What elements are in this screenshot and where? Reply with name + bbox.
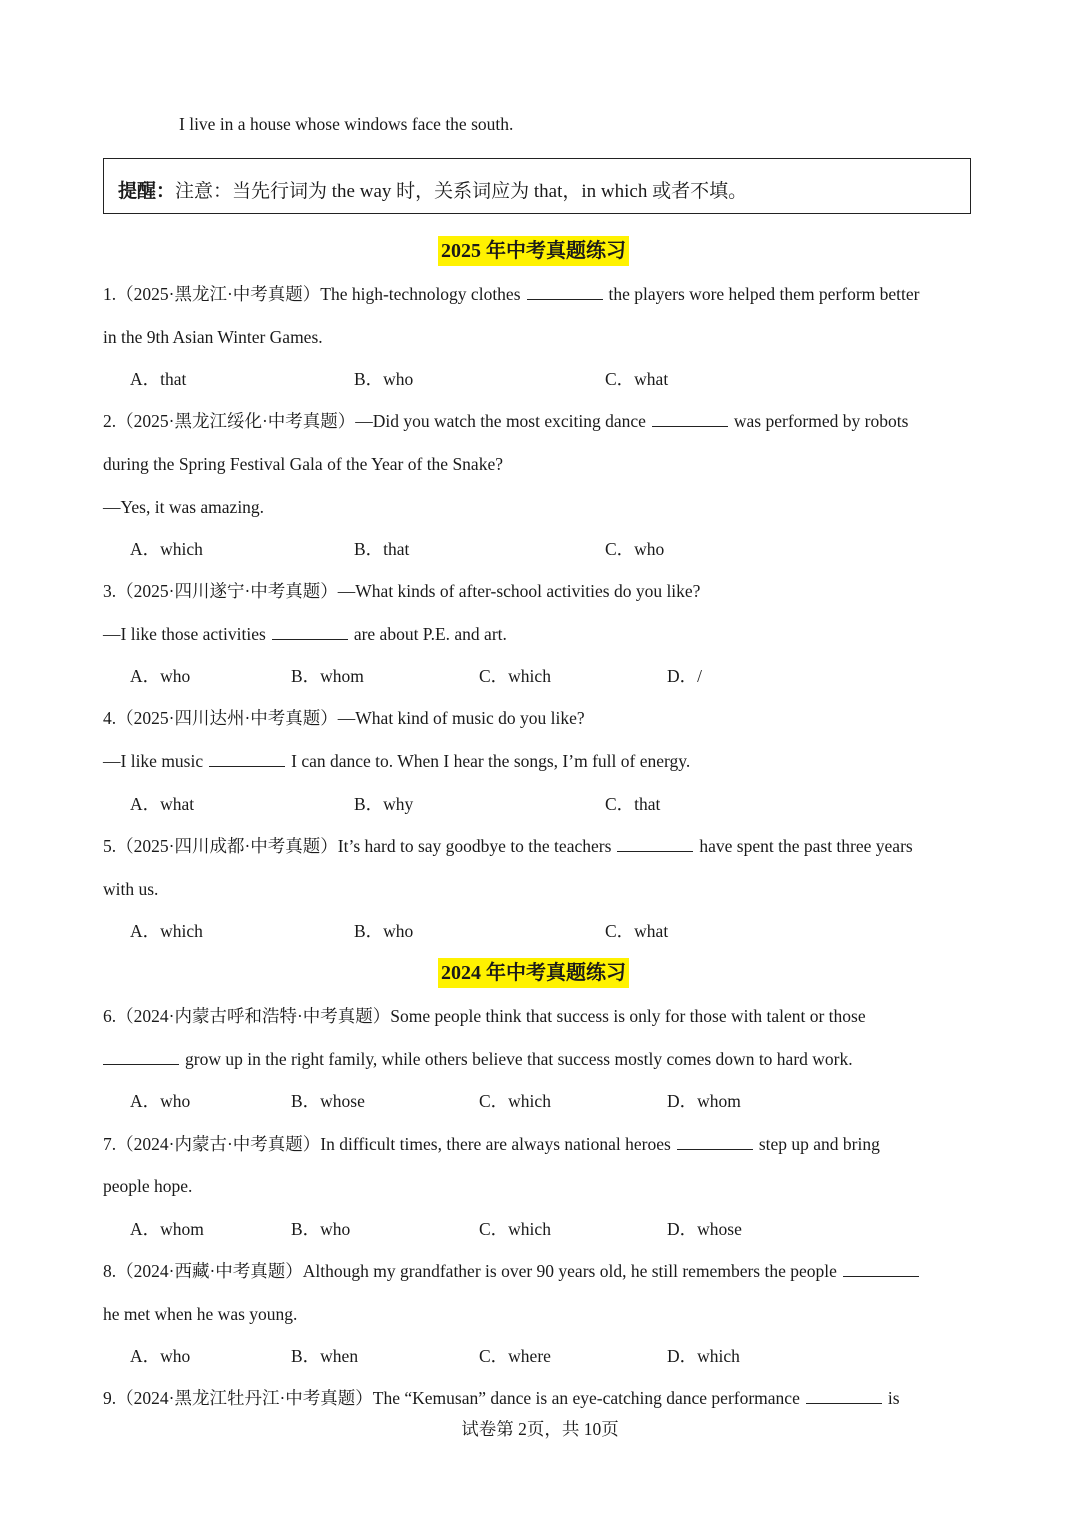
option-a: A．what	[130, 794, 195, 814]
tip-content: 注意：当先行词为 the way 时，关系词应为 that，in which 或者不填。	[175, 181, 748, 202]
option-a: A．who	[130, 1091, 191, 1111]
option-c: C．what	[605, 369, 669, 389]
option-a: A．which	[130, 921, 203, 941]
option-b: B．why	[354, 794, 414, 814]
option-d: D．whom	[667, 1091, 741, 1111]
question-1-stem-cont: the players wore helped them perform better	[608, 284, 920, 304]
question-3-stem-cont: are about P.E. and art.	[353, 624, 507, 644]
question-4-line-2	[103, 753, 690, 771]
answer-blank	[272, 638, 348, 640]
answer-blank	[677, 1148, 753, 1150]
option-c: C．that	[605, 794, 661, 814]
option-d: D．which	[667, 1346, 740, 1366]
option-c: C．which	[479, 666, 551, 686]
tip-box	[103, 158, 971, 214]
question-1-line-1	[103, 286, 920, 304]
answer-blank	[209, 765, 285, 767]
option-b: B．that	[354, 539, 410, 559]
question-8-line-1	[103, 1263, 925, 1281]
question-5-stem: 5.（2025·四川成都·中考真题）It’s hard to say goodbye to the teachers	[103, 836, 612, 856]
question-9-line-1	[103, 1390, 900, 1408]
option-c: C．what	[605, 921, 669, 941]
option-b: B．whose	[291, 1091, 365, 1111]
question-8-stem: 8.（2024·西藏·中考真题）Although my grandfather is over 90 years old, he still remembers the people	[103, 1261, 837, 1281]
question-5-line-2: with us.	[103, 879, 159, 899]
option-a: A．that	[130, 369, 187, 389]
question-9-stem: 9.（2024·黑龙江牡丹江·中考真题）The “Kemusan” dance is an eye-catching dance performance	[103, 1388, 800, 1408]
answer-blank	[806, 1402, 882, 1404]
option-d: D．whose	[667, 1219, 742, 1239]
question-9-stem-cont: is	[887, 1388, 900, 1408]
example-sentence: I live in a house whose windows face the south.	[179, 114, 514, 134]
option-b: B．whom	[291, 666, 364, 686]
question-1-stem: 1.（2025·黑龙江·中考真题）The high-technology clothes	[103, 284, 521, 304]
answer-blank	[617, 850, 693, 852]
question-6-line-2	[103, 1051, 853, 1069]
answer-blank	[103, 1063, 179, 1065]
option-b: B．when	[291, 1346, 359, 1366]
section-title-2024: 2024 年中考真题练习	[438, 958, 629, 988]
question-6-line-1: 6.（2024·内蒙古呼和浩特·中考真题）Some people think that success is only for those with talent or those	[103, 1006, 866, 1026]
question-8-line-2: he met when he was young.	[103, 1304, 298, 1324]
question-2-stem: 2.（2025·黑龙江绥化·中考真题）—Did you watch the most exciting dance	[103, 411, 646, 431]
question-3-line-1: 3.（2025·四川遂宁·中考真题）—What kinds of after-school activities do you like?	[103, 581, 701, 601]
option-b: B．who	[291, 1219, 351, 1239]
section-title-2025: 2025 年中考真题练习	[438, 236, 629, 266]
answer-blank	[652, 425, 728, 427]
question-4-stem: —I like music	[103, 751, 204, 771]
question-2-stem-cont: was performed by robots	[733, 411, 909, 431]
question-5-line-1	[103, 838, 913, 856]
tip-label: 提醒：	[118, 181, 176, 202]
option-a: A．who	[130, 1346, 191, 1366]
answer-blank	[527, 298, 603, 300]
option-a: A．which	[130, 539, 203, 559]
tip-text	[118, 176, 747, 203]
question-2-line-2: during the Spring Festival Gala of the Year of the Snake?	[103, 454, 503, 474]
option-d: D．/	[667, 666, 702, 686]
option-a: A．whom	[130, 1219, 204, 1239]
option-c: C．which	[479, 1219, 551, 1239]
question-5-stem-cont: have spent the past three years	[699, 836, 913, 856]
question-7-line-2: people hope.	[103, 1176, 193, 1196]
option-c: C．who	[605, 539, 665, 559]
question-7-stem-cont: step up and bring	[758, 1134, 880, 1154]
question-4-stem-cont: I can dance to. When I hear the songs, I’m full of energy.	[291, 751, 691, 771]
option-b: B．who	[354, 369, 414, 389]
question-3-stem: —I like those activities	[103, 624, 266, 644]
question-3-line-2	[103, 626, 507, 644]
question-4-line-1: 4.（2025·四川达州·中考真题）—What kind of music do you like?	[103, 708, 585, 728]
option-b: B．who	[354, 921, 414, 941]
page-footer: 试卷第 2页，共 10页	[461, 1419, 619, 1439]
question-2-line-1	[103, 413, 908, 431]
question-6-stem-cont: grow up in the right family, while others believe that success mostly comes down to hard work.	[185, 1049, 853, 1069]
option-c: C．where	[479, 1346, 551, 1366]
answer-blank	[843, 1275, 919, 1277]
question-7-stem: 7.（2024·内蒙古·中考真题）In difficult times, there are always national heroes	[103, 1134, 671, 1154]
question-1-line-2: in the 9th Asian Winter Games.	[103, 327, 323, 347]
question-7-line-1	[103, 1136, 880, 1154]
question-2-line-3: —Yes, it was amazing.	[103, 497, 265, 517]
option-c: C．which	[479, 1091, 551, 1111]
option-a: A．who	[130, 666, 191, 686]
